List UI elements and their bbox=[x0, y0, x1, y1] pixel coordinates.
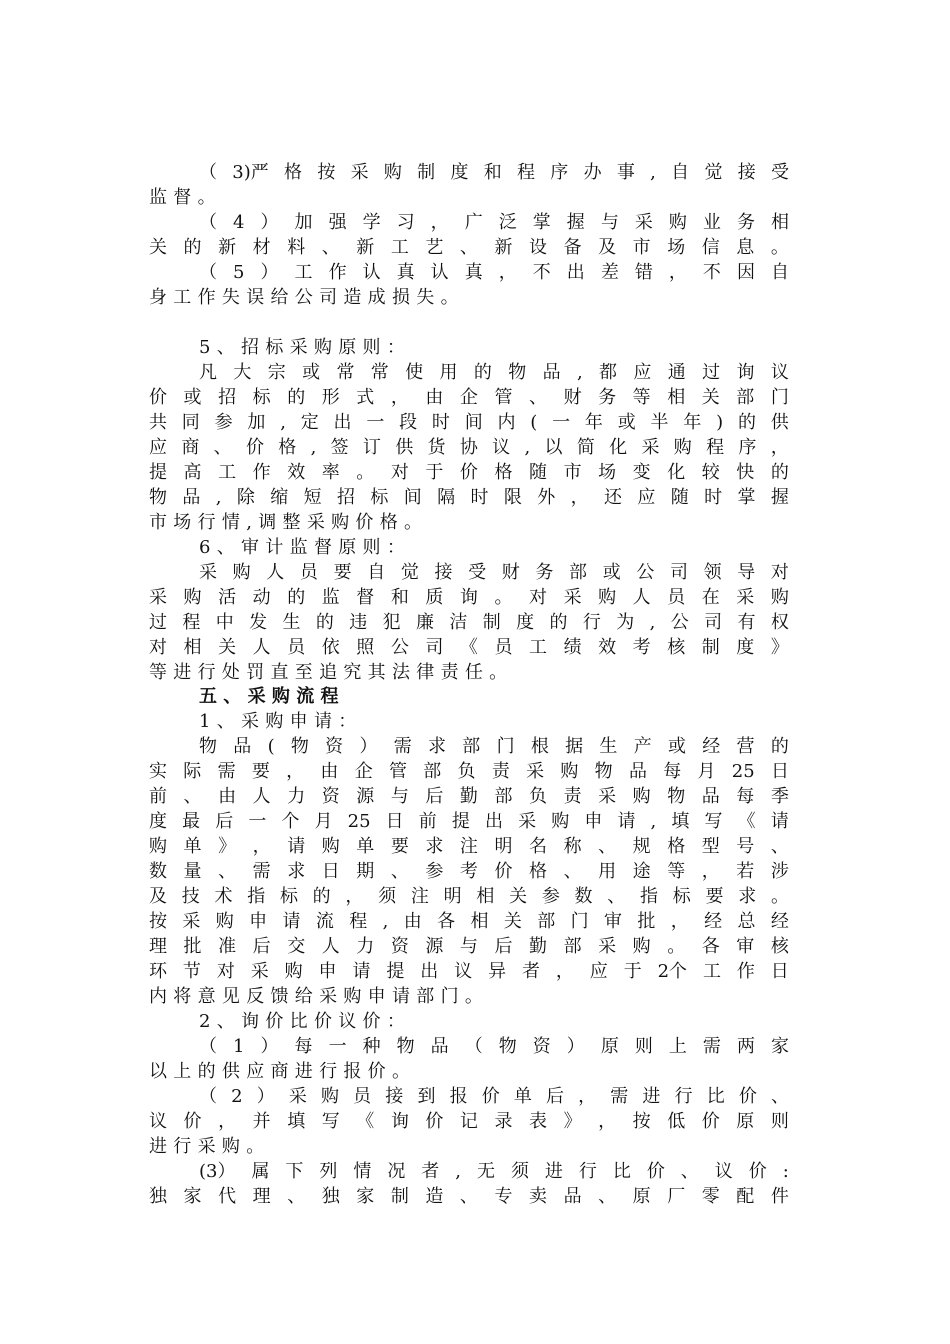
section-heading: 五 、 采 购 流 程 bbox=[199, 686, 339, 707]
text-line: 及 技 术 指 标 的 ， 须 注 明 相 关 参 数 、 指 标 要 求 。 bbox=[149, 886, 789, 907]
text-line: 采 购 活 动 的 监 督 和 质 询 。 对 采 购 人 员 在 采 购 bbox=[149, 587, 789, 608]
text-line: 采 购 人 员 要 自 觉 接 受 财 务 部 或 公 司 领 导 对 bbox=[199, 562, 789, 583]
text-line: 进 行 采 购 。 bbox=[149, 1136, 265, 1157]
text-line: （ 2 ） 采 购 员 接 到 报 价 单 后 ， 需 进 行 比 价 、 bbox=[199, 1086, 789, 1107]
text-line: 5 、 招 标 采 购 原 则 ： bbox=[199, 337, 405, 358]
text-line: 关 的 新 材 料 、 新 工 艺 、 新 设 备 及 市 场 信 息 。 bbox=[149, 237, 789, 258]
text-line: 环 节 对 采 购 申 请 提 出 议 异 者 ， 应 于 2个 工 作 日 bbox=[149, 961, 789, 982]
text-line: （ 1 ） 每 一 种 物 品 （ 物 资 ） 原 则 上 需 两 家 bbox=[199, 1036, 789, 1057]
text-line: 实 际 需 要 ， 由 企 管 部 负 责 采 购 物 品 每 月 25 日 bbox=[149, 761, 789, 782]
text-line: 共 同 参 加 , 定 出 一 段 时 间 内 ( 一 年 或 半 年 ) 的 供 bbox=[149, 412, 789, 433]
text-line: 对 相 关 人 员 依 照 公 司 《 员 工 绩 效 考 核 制 度 》 bbox=[149, 637, 789, 658]
text-line: 6 、 审 计 监 督 原 则 ： bbox=[199, 537, 405, 558]
text-line: 内 将 意 见 反 馈 给 采 购 申 请 部 门 。 bbox=[149, 986, 483, 1007]
text-line: 以 上 的 供 应 商 进 行 报 价 。 bbox=[149, 1061, 410, 1082]
text-line: 独 家 代 理 、 独 家 制 造 、 专 卖 品 、 原 厂 零 配 件 bbox=[149, 1186, 789, 1207]
text-line: 凡 大 宗 或 常 常 使 用 的 物 品 , 都 应 通 过 询 议 bbox=[199, 362, 789, 383]
text-line: 市 场 行 情 , 调 整 采 购 价 格 。 bbox=[149, 512, 422, 533]
text-line: (3） 属 下 列 情 况 者 , 无 须 进 行 比 价 、 议 价 : bbox=[199, 1161, 789, 1182]
text-line: 物 品 ( 物 资 ） 需 求 部 门 根 据 生 产 或 经 营 的 bbox=[199, 736, 789, 757]
text-line: （ 5 ） 工 作 认 真 认 真 ， 不 出 差 错 ， 不 因 自 bbox=[199, 262, 789, 283]
text-line: 提 高 工 作 效 率 。 对 于 价 格 随 市 场 变 化 较 快 的 bbox=[149, 462, 789, 483]
text-line: 等 进 行 处 罚 直 至 追 究 其 法 律 责 任 。 bbox=[149, 662, 508, 683]
text-line: 1 、 采 购 申 请 ： bbox=[199, 711, 357, 732]
text-line: 按 采 购 申 请 流 程 , 由 各 相 关 部 门 审 批 ， 经 总 经 bbox=[149, 911, 789, 932]
text-line: （ 3)严 格 按 采 购 制 度 和 程 序 办 事 , 自 觉 接 受 bbox=[199, 162, 789, 183]
text-line: 价 或 招 标 的 形 式 ， 由 企 管 、 财 务 等 相 关 部 门 bbox=[149, 387, 789, 408]
text-line: 过 程 中 发 生 的 违 犯 廉 洁 制 度 的 行 为 , 公 司 有 权 bbox=[149, 612, 789, 633]
text-line: 2 、 询 价 比 价 议 价 ： bbox=[199, 1011, 405, 1032]
text-line: 应 商 、 价 格 , 签 订 供 货 协 议 , 以 简 化 采 购 程 序 ， bbox=[149, 437, 789, 458]
text-line: 议 价 ， 并 填 写 《 询 价 记 录 表 》 ， 按 低 价 原 则 bbox=[149, 1111, 789, 1132]
text-line: 前 、 由 人 力 资 源 与 后 勤 部 负 责 采 购 物 品 每 季 bbox=[149, 786, 789, 807]
text-line: 度 最 后 一 个 月 25 日 前 提 出 采 购 申 请 , 填 写 《 请 bbox=[149, 811, 789, 832]
text-line: 监 督 。 bbox=[149, 187, 216, 208]
text-line: 购 单 》 ， 请 购 单 要 求 注 明 名 称 、 规 格 型 号 、 bbox=[149, 836, 789, 857]
text-line: 身 工 作 失 误 给 公 司 造 成 损 失 。 bbox=[149, 287, 459, 308]
text-line: 数 量 、 需 求 日 期 、 参 考 价 格 、 用 途 等 ， 若 涉 bbox=[149, 861, 789, 882]
text-line: 物 品 , 除 缩 短 招 标 间 隔 时 限 外 ， 还 应 随 时 掌 握 bbox=[149, 487, 789, 508]
text-line: （ 4 ） 加 强 学 习 ， 广 泛 掌 握 与 采 购 业 务 相 bbox=[199, 212, 789, 233]
text-line: 理 批 准 后 交 人 力 资 源 与 后 勤 部 采 购 。 各 审 核 bbox=[149, 936, 789, 957]
